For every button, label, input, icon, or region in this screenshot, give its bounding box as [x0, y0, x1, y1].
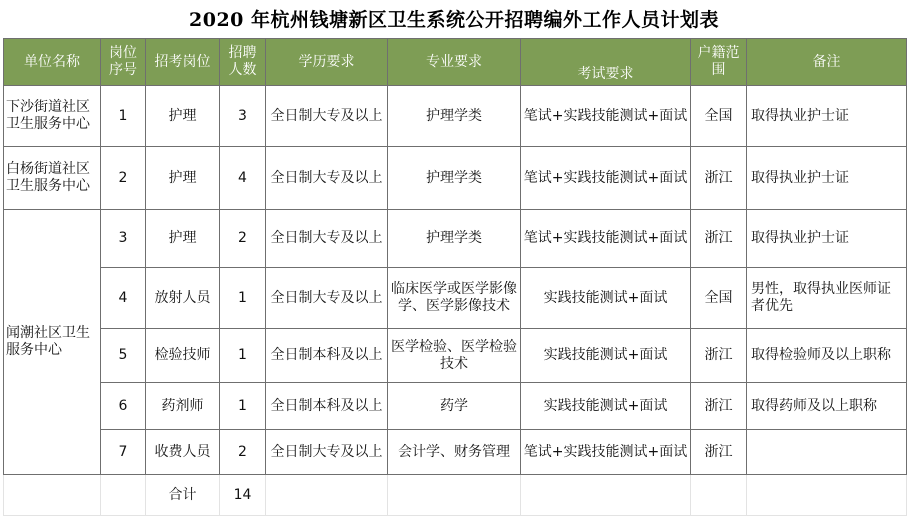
header-position: 招考岗位 [146, 39, 220, 86]
table-row [4, 329, 907, 383]
cell-position: 药剂师 [146, 383, 220, 430]
cell-seq: 2 [101, 147, 146, 210]
cell-count: 2 [220, 430, 266, 475]
total-count: 14 [220, 475, 266, 516]
cell-count: 2 [220, 210, 266, 268]
cell-position: 护理 [146, 86, 220, 147]
cell-education: 全日制大专及以上 [266, 210, 388, 268]
cell-empty [747, 475, 907, 516]
table-row [4, 147, 907, 210]
cell-major: 护理学类 [388, 210, 521, 268]
cell-major: 会计学、财务管理 [388, 430, 521, 475]
cell-household: 浙江 [691, 383, 747, 430]
total-row [4, 475, 907, 516]
header-exam: 考试要求 [521, 39, 691, 86]
cell-empty [266, 475, 388, 516]
cell-education: 全日制本科及以上 [266, 383, 388, 430]
header-household: 户籍范围 [691, 39, 747, 86]
total-label: 合计 [146, 475, 220, 516]
cell-major: 临床医学或医学影像学、医学影像技术 [388, 268, 521, 329]
header-unit: 单位名称 [4, 39, 101, 86]
cell-exam: 笔试+实践技能测试+面试 [521, 86, 691, 147]
cell-household: 浙江 [691, 430, 747, 475]
cell-count: 3 [220, 86, 266, 147]
cell-major: 护理学类 [388, 86, 521, 147]
cell-education: 全日制大专及以上 [266, 86, 388, 147]
cell-seq: 7 [101, 430, 146, 475]
table-row [4, 383, 907, 430]
table-row [4, 268, 907, 329]
cell-exam: 笔试+实践技能测试+面试 [521, 147, 691, 210]
cell-position: 放射人员 [146, 268, 220, 329]
cell-count: 1 [220, 329, 266, 383]
cell-major: 医学检验、医学检验技术 [388, 329, 521, 383]
cell-remark: 取得检验师及以上职称 [747, 329, 907, 383]
cell-unit: 闻潮社区卫生服务中心 [4, 210, 101, 475]
cell-remark: 取得执业护士证 [747, 86, 907, 147]
cell-remark: 取得执业护士证 [747, 210, 907, 268]
header-remark: 备注 [747, 39, 907, 86]
cell-position: 护理 [146, 210, 220, 268]
cell-exam: 实践技能测试+面试 [521, 383, 691, 430]
cell-count: 4 [220, 147, 266, 210]
cell-exam: 实践技能测试+面试 [521, 329, 691, 383]
cell-seq: 4 [101, 268, 146, 329]
cell-seq: 3 [101, 210, 146, 268]
cell-major: 药学 [388, 383, 521, 430]
cell-education: 全日制本科及以上 [266, 329, 388, 383]
table-row [4, 210, 907, 268]
cell-seq: 6 [101, 383, 146, 430]
cell-unit: 下沙街道社区卫生服务中心 [4, 86, 101, 147]
cell-empty [101, 475, 146, 516]
cell-remark [747, 430, 907, 475]
cell-education: 全日制大专及以上 [266, 147, 388, 210]
cell-major: 护理学类 [388, 147, 521, 210]
cell-education: 全日制大专及以上 [266, 430, 388, 475]
cell-remark: 男性，取得执业医师证者优先 [747, 268, 907, 329]
header-count: 招聘人数 [220, 39, 266, 86]
header-major: 专业要求 [388, 39, 521, 86]
cell-empty [388, 475, 521, 516]
header-education: 学历要求 [266, 39, 388, 86]
cell-position: 检验技师 [146, 329, 220, 383]
table-row [4, 86, 907, 147]
cell-position: 收费人员 [146, 430, 220, 475]
cell-count: 1 [220, 383, 266, 430]
cell-household: 全国 [691, 268, 747, 329]
cell-count: 1 [220, 268, 266, 329]
table-row [4, 430, 907, 475]
cell-household: 浙江 [691, 147, 747, 210]
cell-exam: 实践技能测试+面试 [521, 268, 691, 329]
cell-seq: 5 [101, 329, 146, 383]
cell-household: 浙江 [691, 329, 747, 383]
cell-remark: 取得药师及以上职称 [747, 383, 907, 430]
cell-unit: 白杨街道社区卫生服务中心 [4, 147, 101, 210]
cell-education: 全日制大专及以上 [266, 268, 388, 329]
header-row [4, 39, 907, 86]
cell-empty [691, 475, 747, 516]
cell-remark: 取得执业护士证 [747, 147, 907, 210]
cell-household: 浙江 [691, 210, 747, 268]
page-title: 2020 年杭州钱塘新区卫生系统公开招聘编外工作人员计划表 [189, 9, 719, 31]
cell-position: 护理 [146, 147, 220, 210]
cell-exam: 笔试+实践技能测试+面试 [521, 430, 691, 475]
cell-empty [4, 475, 101, 516]
recruitment-plan-table [3, 38, 907, 516]
cell-exam: 笔试+实践技能测试+面试 [521, 210, 691, 268]
header-seq: 岗位序号 [101, 39, 146, 86]
cell-household: 全国 [691, 86, 747, 147]
cell-empty [521, 475, 691, 516]
cell-seq: 1 [101, 86, 146, 147]
